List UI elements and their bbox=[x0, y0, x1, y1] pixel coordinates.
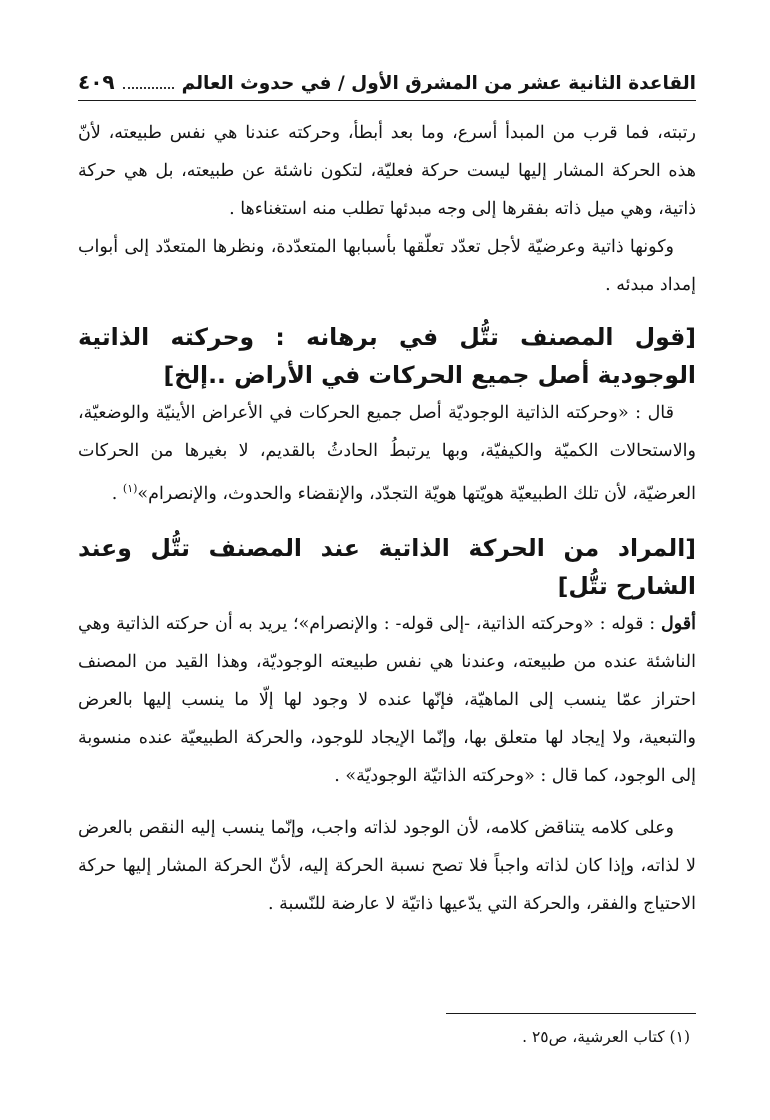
paragraph-2: وكونها ذاتية وعرضيّة لأجل تعدّد تعلّقها بأسبابها المتعدّدة، ونظرها المتعدّد إلى أبواب إمداد مبدئه . bbox=[78, 237, 696, 295]
leader-dots bbox=[123, 87, 174, 89]
paragraph-4 bbox=[78, 605, 696, 795]
quote-text: قال : «وحركته الذاتية الوجوديّة أصل جميع الحركات في الأعراض الأينيّة والوضعيّة، والاستحالات الكميّة والكيفيّة، وبها يرتبطُ الحادثُ بالقديم، لا بغيرها من الحركات العرضيّة، لأن تلك الطبيعيّة هويّتها هويّة التجدّد، والإنقضاء والحدوث، والإنصرام» bbox=[78, 403, 696, 504]
footnote: (١) كتاب العرشية، ص٢٥ . bbox=[522, 1028, 690, 1046]
paragraph-4-text: : قوله : «وحركته الذاتية، -إلى قوله- : والإنصرام»؛ يريد به أن حركته الذاتية وهي الناشئة عنده من طبيعته، وعندنا هي نفس طبيعته الوجوديّة، وهذا القيد من المصنف احتراز عمّا ينسب إلى الماهيّة، فإنّها عنده لا وجود لها إلّا ما ينسب إليها بالعرض والتبعية، ولا إيجاد لها متعلق بها، وإنّما الإيجاد للوجود، والحركة الطبيعيّة عنده منسوبة إلى الوجود، كما قال : «وحركته الذاتيّة الوجوديّة» . bbox=[78, 613, 696, 786]
page-number: ٤٠٩ bbox=[78, 70, 115, 94]
speaker-label: أقول bbox=[661, 613, 696, 634]
section-heading-2: [المراد من الحركة الذاتية عند المصنف تتُّل وعند الشارح تتُّل] bbox=[78, 533, 696, 600]
quote-end: . bbox=[111, 483, 123, 504]
page-body bbox=[78, 114, 696, 923]
running-title: القاعدة الثانية عشر من المشرق الأول / في حدوث العالم bbox=[181, 73, 696, 94]
paragraph-5: وعلى كلامه يتناقض كلامه، لأن الوجود لذاته واجب، وإنّما ينسب إليه النقص بالعرض لا لذاته، وإذا كان لذاته واجباً فلا تصح نسبة الحركة إليه، لأنّ الحركة المشار إليها حركة الاحتياج والفقر، والحركة التي يدّعيها ذاتيّة لا عارضة للنّسبة . bbox=[78, 817, 696, 914]
section-heading-1: [قول المصنف تتُّل في برهانه : وحركته الذاتية الوجودية أصل جميع الحركات في الأراض ..إلخ] bbox=[78, 323, 696, 389]
running-header bbox=[78, 64, 696, 101]
footnote-divider bbox=[446, 1013, 696, 1014]
paragraph-1: رتبته، فما قرب من المبدأ أسرع، وما بعد أبطأ، وحركته عندنا هي نفس طبيعته، لأنّ هذه الحركة المشار إليها ليست حركة فعليّة، لتكون ناشئة عن طبيعته، بل هي حركة ذاتية، وهي ميل ذاته بفقرها إلى وجه مبدئها تطلب منه استغناءها . bbox=[78, 123, 696, 219]
footnote-ref: (١) bbox=[122, 482, 138, 495]
paragraph-3 bbox=[78, 394, 696, 513]
